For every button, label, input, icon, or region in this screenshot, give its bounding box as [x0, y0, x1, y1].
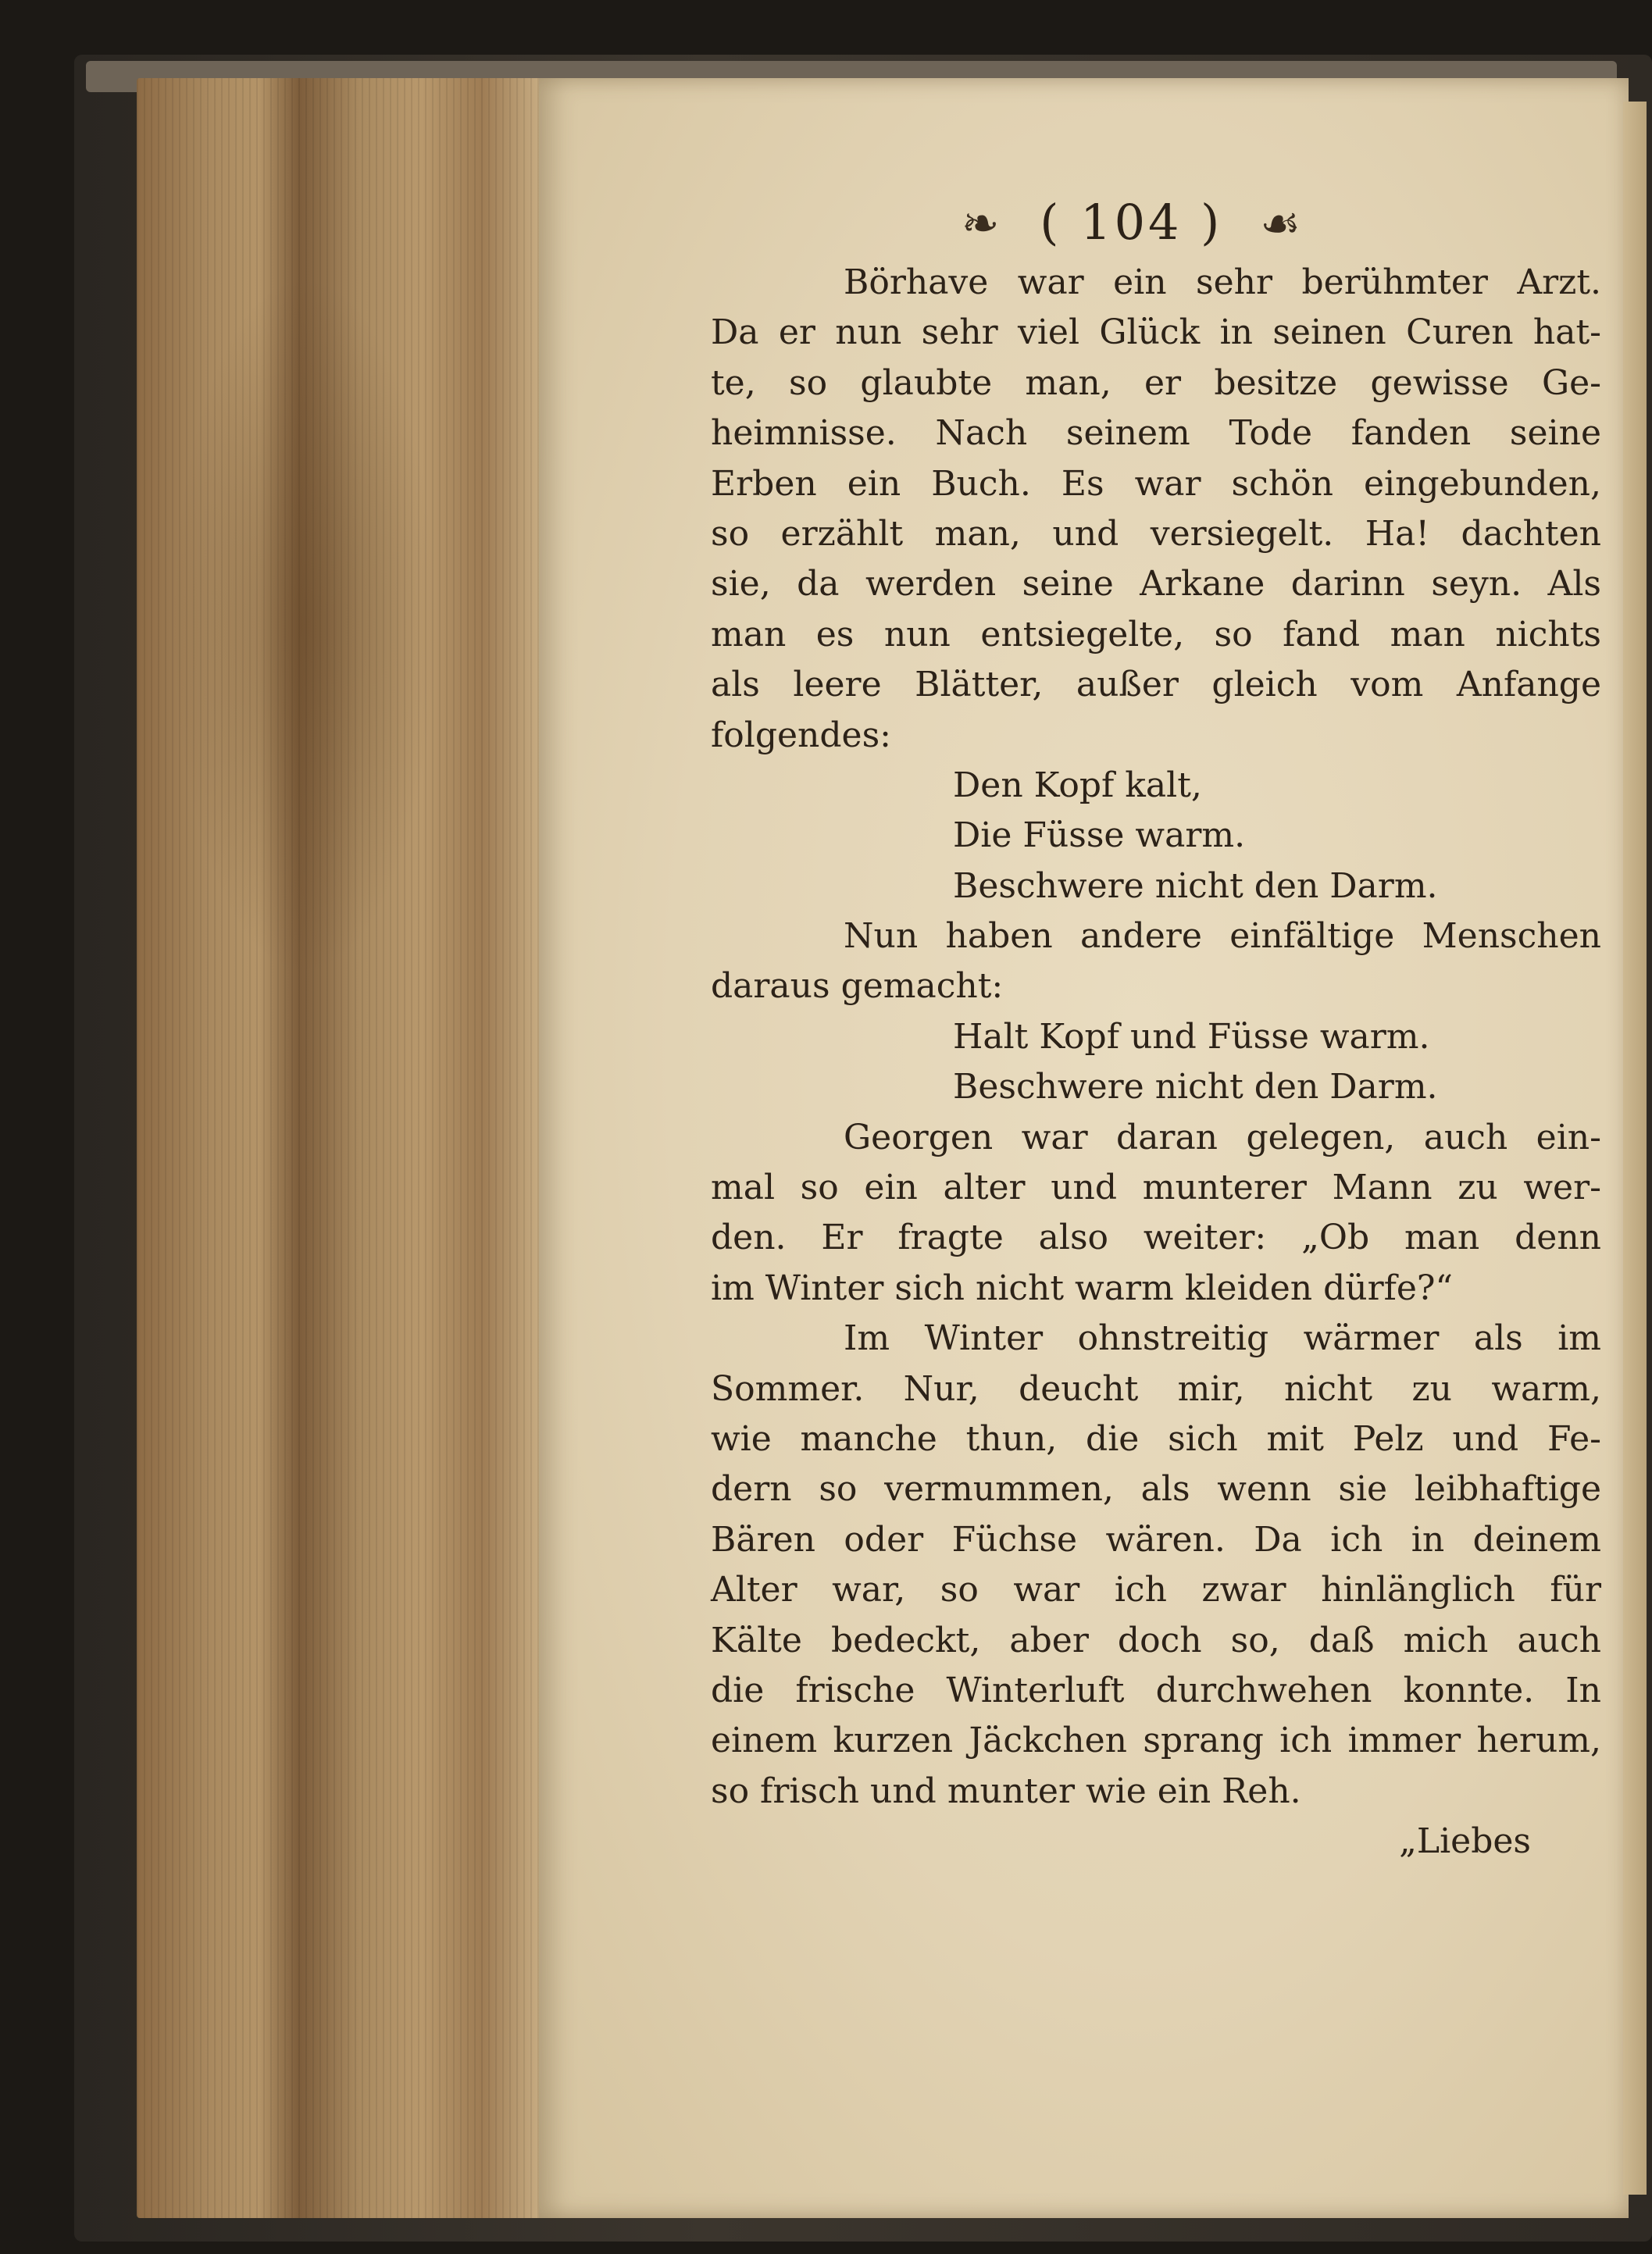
- text-line: Im Winter ohnstreitig wärmer als im: [844, 1318, 1601, 1359]
- text-line: folgendes:: [711, 715, 891, 755]
- text-line: einem kurzen Jäckchen sprang ich immer herum,: [711, 1721, 1601, 1761]
- text-line: Georgen war daran gelegen, auch ein-: [844, 1117, 1601, 1157]
- facing-page-edge: [1623, 102, 1647, 2195]
- text-line: so frisch und munter wie ein Reh.: [711, 1771, 1301, 1811]
- text-line: Nun haben andere einfältige Menschen: [844, 916, 1601, 957]
- text-line: so erzählt man, und versiegelt. Ha! dachten: [711, 513, 1601, 554]
- text-line: wie manche thun, die sich mit Pelz und Fe-: [711, 1418, 1601, 1459]
- page-text: [711, 187, 1601, 1867]
- running-header: [664, 187, 1601, 258]
- catchword: „Liebes: [1399, 1821, 1531, 1862]
- verse-line: Den Kopf kalt,: [953, 765, 1202, 805]
- verse-line: Die Füsse warm.: [953, 815, 1246, 856]
- verse-line: Beschwere nicht den Darm.: [953, 865, 1438, 906]
- text-line: sie, da werden seine Arkane darinn seyn. Als: [711, 564, 1601, 605]
- text-line: daraus gemacht:: [711, 966, 1004, 1007]
- text-line: den. Er fragte also weiter: „Ob man denn: [711, 1218, 1601, 1258]
- text-line: dern so vermummen, als wenn sie leibhaftige: [711, 1469, 1601, 1510]
- page-number: ( 104 ): [1040, 194, 1223, 251]
- text-line: Sommer. Nur, deucht mir, nicht zu warm,: [711, 1368, 1601, 1409]
- edge-stain: [172, 273, 437, 976]
- text-line: te, so glaubte man, er besitze gewisse Ge-: [711, 362, 1601, 403]
- text-line: man es nun entsiegelte, so fand man nichts: [711, 614, 1601, 654]
- text-line: Bären oder Füchse wären. Da ich in deinem: [711, 1519, 1601, 1560]
- text-line: Alter war, so war ich zwar hinlänglich für: [711, 1570, 1601, 1610]
- text-line: heimnisse. Nach seinem Tode fanden seine: [711, 413, 1601, 454]
- right-ornament-icon: ☙: [1260, 197, 1304, 250]
- text-line: Erben ein Buch. Es war schön eingebunden,: [711, 463, 1601, 504]
- text-line: Börhave war ein sehr berühmter Arzt.: [844, 262, 1601, 302]
- text-line: als leere Blätter, außer gleich vom Anfange: [711, 665, 1601, 705]
- text-line: im Winter sich nicht warm kleiden dürfe?“: [711, 1268, 1454, 1308]
- verse-line: Beschwere nicht den Darm.: [953, 1067, 1438, 1107]
- text-line: Da er nun sehr viel Glück in seinen Curen hat-: [711, 312, 1601, 353]
- text-line: die frische Winterluft durchwehen konnte. In: [711, 1670, 1601, 1710]
- verse-line: Halt Kopf und Füsse warm.: [953, 1016, 1430, 1057]
- left-ornament-icon: ❧: [961, 197, 1003, 250]
- text-line: mal so ein alter und munterer Mann zu wer-: [711, 1168, 1601, 1208]
- text-line: Kälte bedeckt, aber doch so, daß mich auch: [711, 1620, 1601, 1660]
